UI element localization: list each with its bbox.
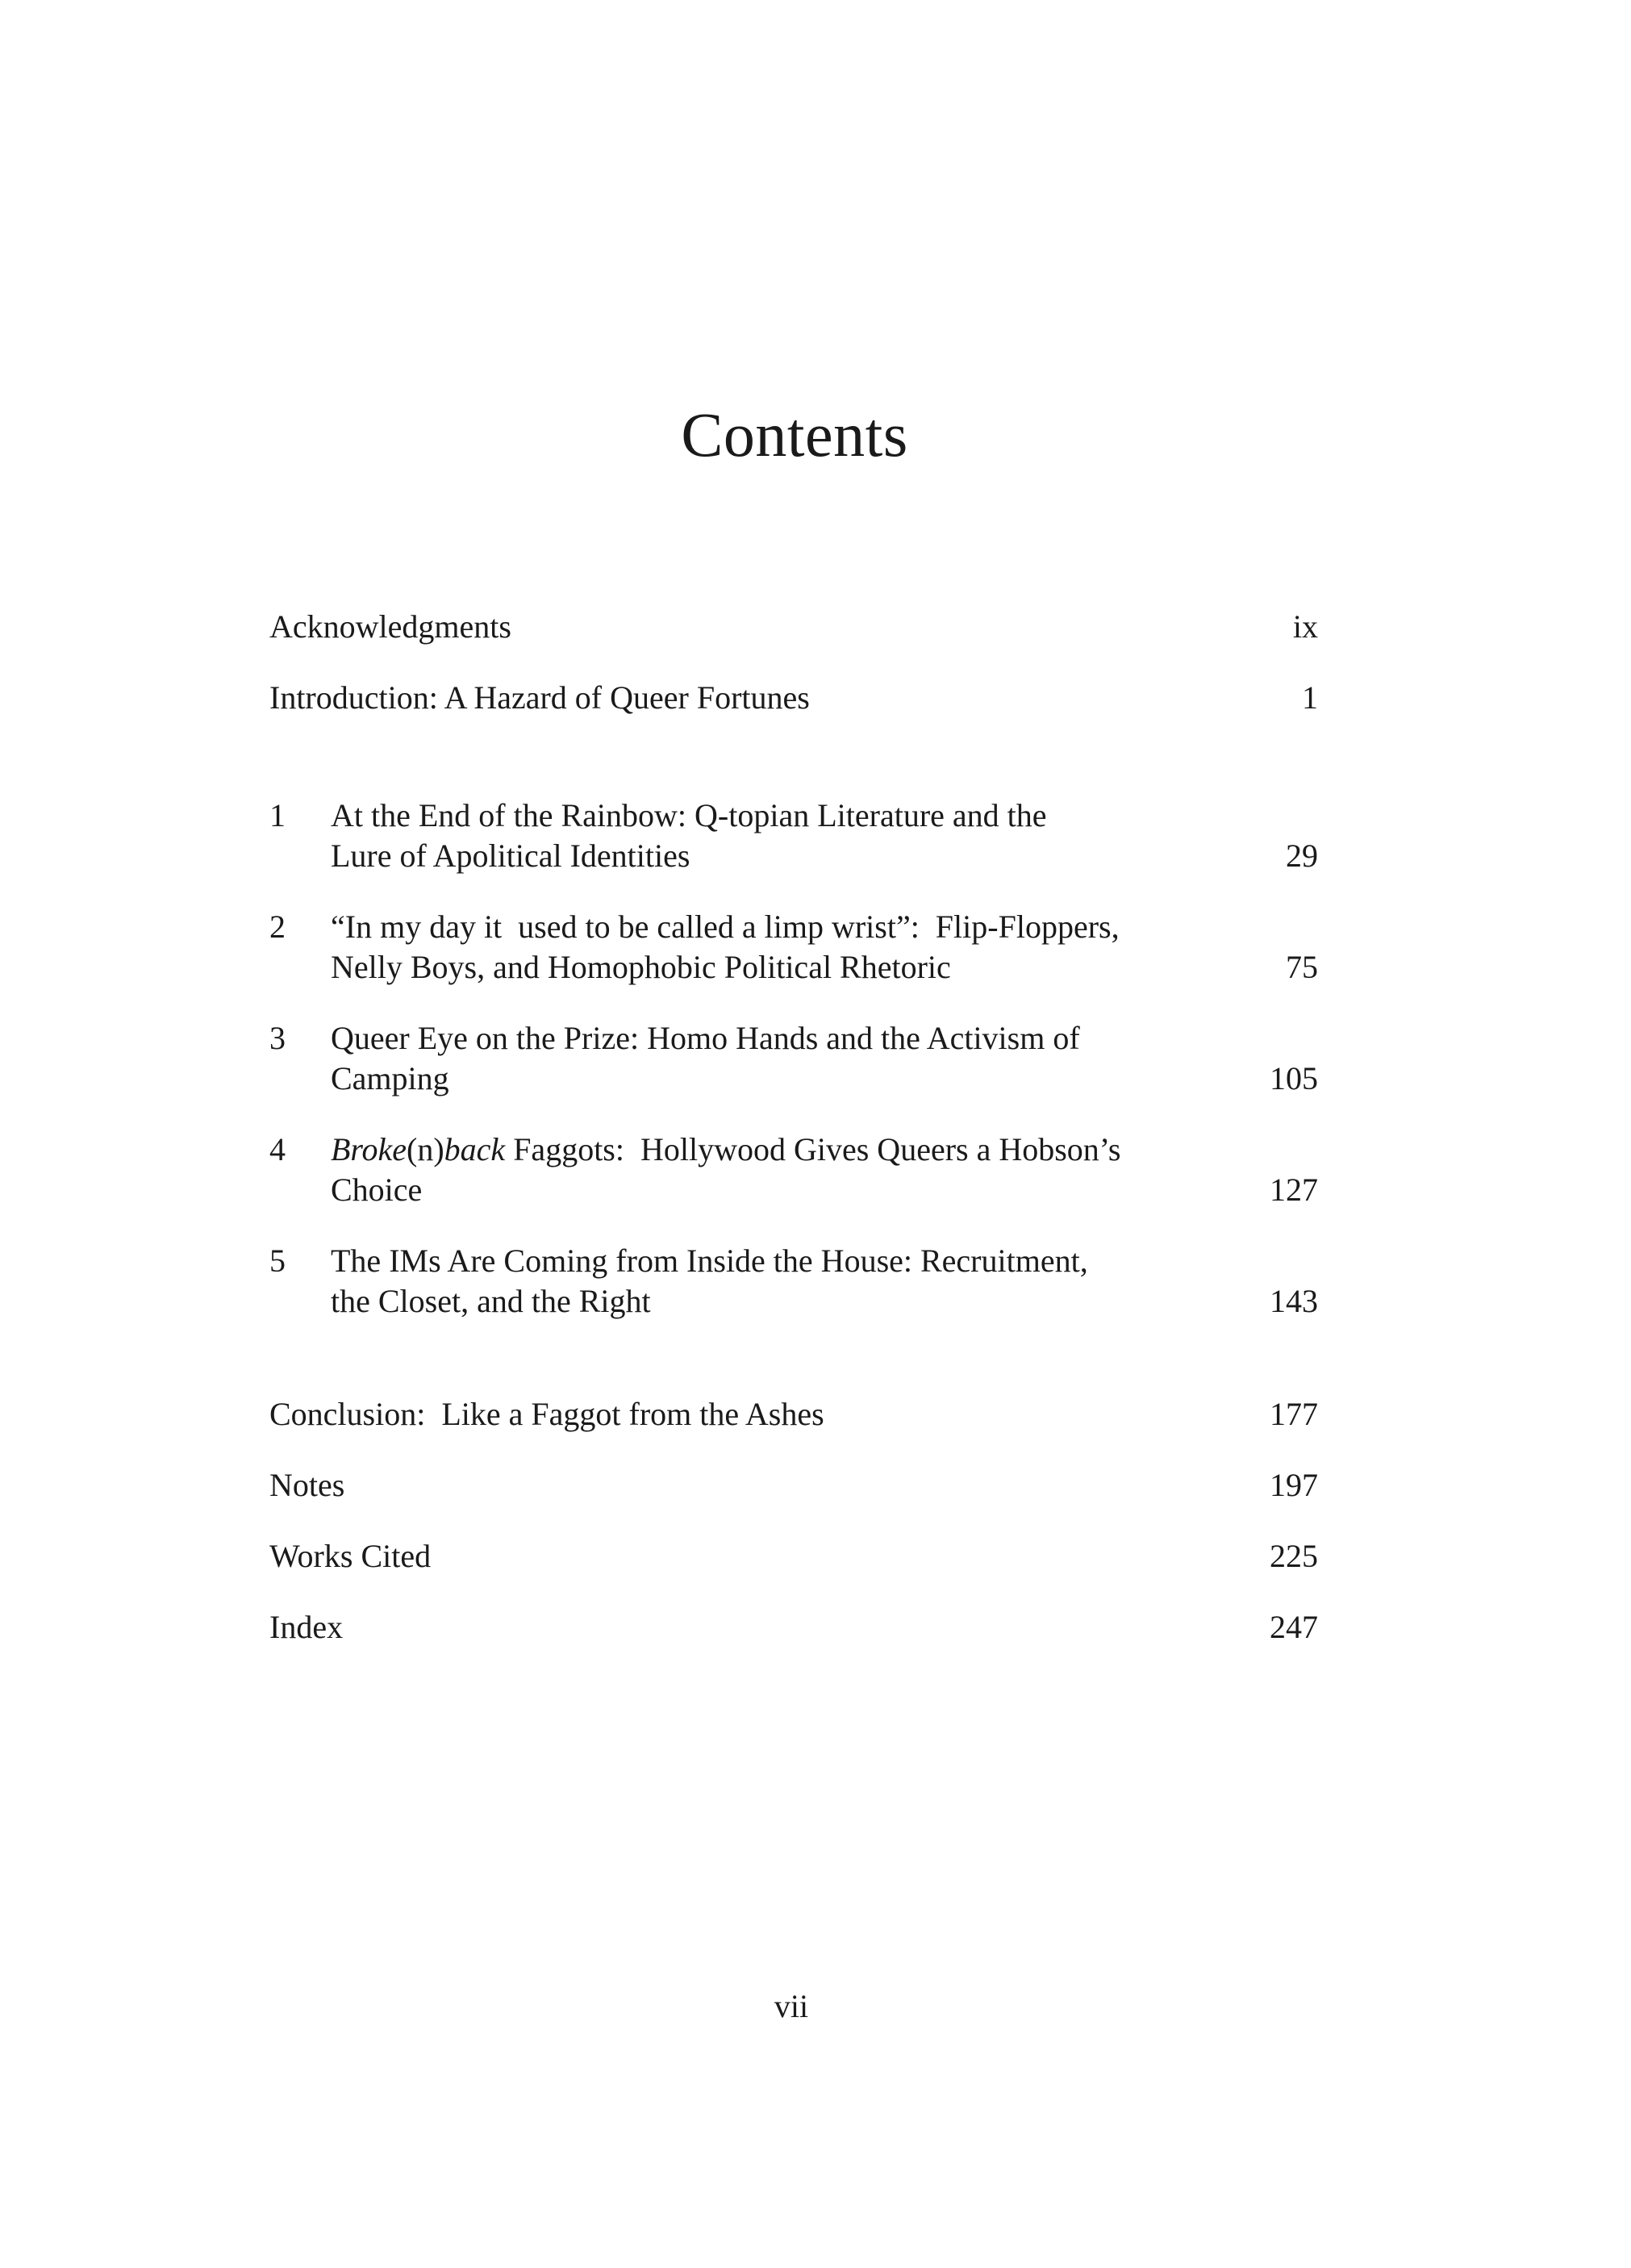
- toc-entry-title: Index: [269, 1609, 344, 1645]
- toc-entry-title: [269, 796, 1234, 876]
- toc-entry-page: 127: [1270, 1172, 1318, 1208]
- toc-entry-chapter-3[interactable]: [269, 1018, 1318, 1099]
- toc-entry-title: Acknowledgments: [269, 608, 511, 645]
- chapter-title-rest: Faggots: Hollywood Gives Queers a Hobson’s: [505, 1131, 1121, 1167]
- toc-entry-works-cited[interactable]: [269, 1536, 1318, 1577]
- toc-entry-index[interactable]: [269, 1607, 1318, 1648]
- chapter-title-line2: Choice: [331, 1172, 423, 1208]
- film-title-paren-part: (n): [407, 1131, 444, 1167]
- toc-entry-page: 1: [1302, 679, 1318, 716]
- chapter-number: 2: [269, 908, 286, 945]
- toc-entry-page: 143: [1270, 1283, 1318, 1319]
- chapter-title-line1: Queer Eye on the Prize: Homo Hands and the Activism of: [331, 1020, 1080, 1056]
- chapter-number: 1: [269, 797, 286, 833]
- page-title: Contents: [681, 399, 908, 470]
- toc-entry-title: [269, 1130, 1234, 1210]
- toc-entry-page: ix: [1292, 608, 1318, 645]
- toc-entry-conclusion[interactable]: [269, 1394, 1318, 1435]
- chapter-number: 4: [269, 1131, 286, 1167]
- chapter-title-line2: Camping: [331, 1060, 449, 1096]
- toc-entry-notes[interactable]: [269, 1465, 1318, 1506]
- toc-entry-page: 197: [1270, 1467, 1318, 1503]
- film-title-italic-part: back: [444, 1131, 506, 1167]
- toc-entry-title: Introduction: A Hazard of Queer Fortunes: [269, 679, 810, 716]
- toc-entry-title: [269, 907, 1234, 988]
- toc-entry-title: Works Cited: [269, 1538, 432, 1574]
- toc-entry-title: Notes: [269, 1467, 345, 1503]
- toc-entry-chapter-2[interactable]: [269, 907, 1318, 988]
- toc-entry-title: Conclusion: Like a Faggot from the Ashes: [269, 1396, 824, 1432]
- page-number: vii: [774, 1988, 809, 2024]
- chapter-title-line2: the Closet, and the Right: [331, 1283, 651, 1319]
- toc-entry-chapter-1[interactable]: [269, 796, 1318, 876]
- toc-entry-page: 225: [1270, 1538, 1318, 1574]
- chapter-number: 5: [269, 1243, 286, 1279]
- toc-entry-page: 105: [1270, 1060, 1318, 1096]
- chapter-title-line2: Nelly Boys, and Homophobic Political Rhetoric: [331, 949, 951, 985]
- toc-entry-page: 75: [1286, 949, 1318, 985]
- film-title-italic-part: Broke: [331, 1131, 407, 1167]
- chapter-title-line1: [331, 1131, 1120, 1167]
- toc-entry-page: 29: [1286, 837, 1318, 874]
- toc-entry-page: 247: [1270, 1609, 1318, 1645]
- chapter-title-line1: At the End of the Rainbow: Q-topian Literature and the: [331, 797, 1047, 833]
- chapter-title-line2: Lure of Apolitical Identities: [331, 837, 690, 874]
- toc-entry-chapter-5[interactable]: [269, 1241, 1318, 1322]
- toc-entry-page: 177: [1270, 1396, 1318, 1432]
- toc-entry-title: [269, 1018, 1234, 1099]
- table-of-contents: [269, 607, 1318, 1678]
- chapter-number: 3: [269, 1020, 286, 1056]
- chapter-title-line1: “In my day it used to be called a limp wrist”: Flip-Floppers,: [331, 908, 1120, 945]
- toc-entry-introduction[interactable]: [269, 678, 1318, 718]
- toc-entry-chapter-4[interactable]: [269, 1130, 1318, 1210]
- toc-entry-acknowledgments[interactable]: [269, 607, 1318, 647]
- chapter-title-line1: The IMs Are Coming from Inside the House: Recruitment,: [331, 1243, 1088, 1279]
- toc-entry-title: [269, 1241, 1234, 1322]
